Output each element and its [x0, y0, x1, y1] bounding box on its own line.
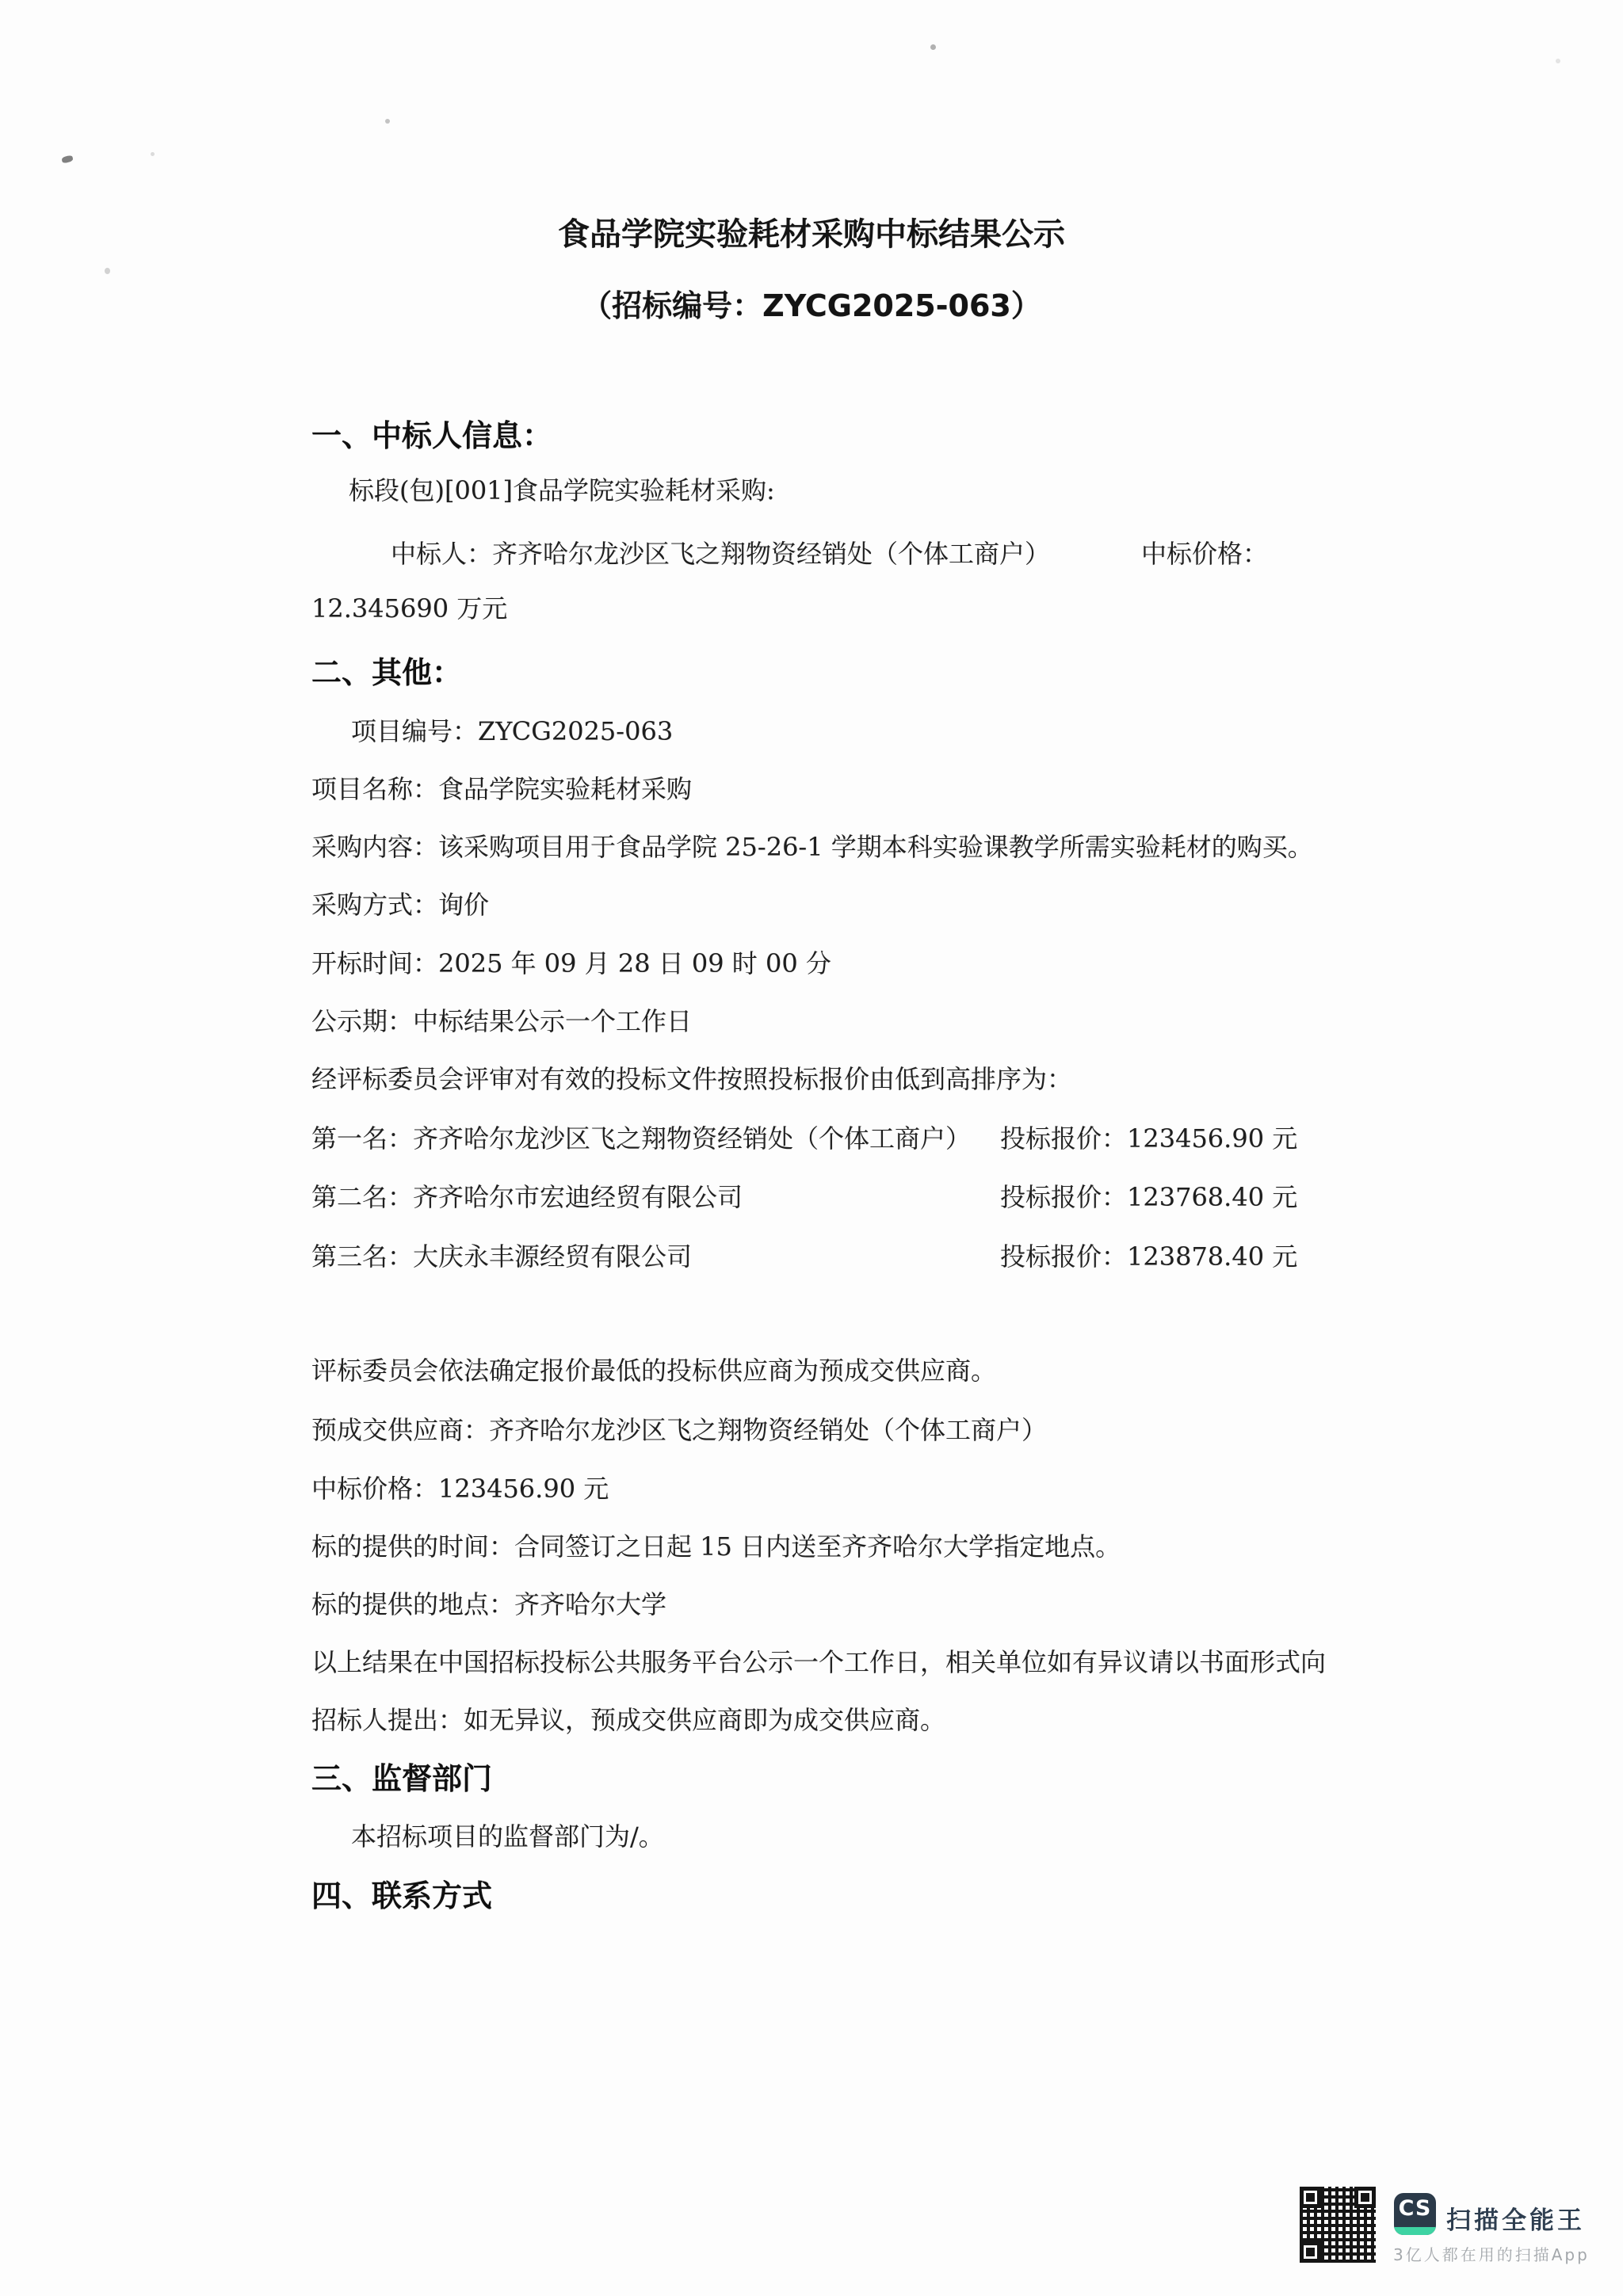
delivery-time-line: 标的提供的时间：合同签订之日起 15 日内送至齐齐哈尔大学指定地点。 — [311, 1531, 1121, 1562]
section2-heading: 二、其他： — [311, 655, 463, 690]
qr-finder-icon — [1354, 2187, 1376, 2208]
notice-line-1: 以上结果在中国招标投标公共服务平台公示一个工作日，相关单位如有异议请以书面形式向 — [311, 1647, 1327, 1677]
scan-speck — [105, 268, 110, 274]
winner-name: 中标人：齐齐哈尔龙沙区飞之翔物资经销处（个体工商户） — [391, 539, 1051, 569]
ranking-row-3 — [0, 1241, 1623, 1272]
scan-speck — [151, 152, 155, 156]
camscanner-logo-icon — [1394, 2193, 1436, 2235]
rank1-price: 投标报价：123456.90 元 — [1000, 1123, 1298, 1154]
scan-speck — [930, 44, 936, 50]
document-title: 食品学院实验耗材采购中标结果公示 — [558, 216, 1065, 253]
delivery-place-line: 标的提供的地点：齐齐哈尔大学 — [311, 1589, 667, 1619]
ranking-intro-line: 经评标委员会评审对有效的投标文件按照投标报价由低到高排序为： — [311, 1064, 1073, 1094]
rank1-bidder: 第一名：齐齐哈尔龙沙区飞之翔物资经销处（个体工商户） — [311, 1123, 972, 1154]
scan-speck — [61, 154, 74, 163]
rank2-bidder: 第二名：齐齐哈尔市宏迪经贸有限公司 — [311, 1182, 743, 1212]
winner-price-value: 12.345690 万元 — [311, 593, 508, 624]
camscanner-logo-letters: CS — [1398, 2196, 1432, 2221]
scan-speck — [1556, 59, 1560, 63]
camscanner-tagline: 3亿人都在用的扫描App — [1393, 2245, 1590, 2264]
qr-finder-icon — [1300, 2187, 1321, 2208]
winner-line — [0, 539, 1623, 569]
bid-opening-time-line: 开标时间：2025 年 09 月 28 日 09 时 00 分 — [311, 948, 831, 978]
pre-winner-line: 预成交供应商：齐齐哈尔龙沙区飞之翔物资经销处（个体工商户） — [311, 1415, 1048, 1445]
ranking-row-1 — [0, 1123, 1623, 1154]
camscanner-logo-accent — [1394, 2227, 1436, 2235]
lot-line: 标段(包)[001]食品学院实验耗材采购: — [349, 475, 775, 505]
award-rule-line: 评标委员会依法确定报价最低的投标供应商为预成交供应商。 — [311, 1356, 997, 1386]
notice-line-2: 招标人提出：如无异议，预成交供应商即为成交供应商。 — [311, 1705, 946, 1735]
supervision-line: 本招标项目的监督部门为/。 — [351, 1821, 664, 1852]
rank3-bidder: 第三名：大庆永丰源经贸有限公司 — [311, 1241, 693, 1272]
document-subtitle: （招标编号：ZYCG2025-063） — [582, 288, 1041, 323]
section1-heading: 一、中标人信息： — [311, 418, 553, 453]
qr-finder-icon — [1300, 2241, 1321, 2263]
rank3-price: 投标报价：123878.40 元 — [1000, 1241, 1298, 1272]
project-number-line: 项目编号：ZYCG2025-063 — [351, 716, 674, 746]
scan-speck — [385, 119, 390, 124]
section4-heading: 四、联系方式 — [311, 1878, 493, 1913]
ranking-row-2 — [0, 1182, 1623, 1212]
camscanner-brand-name: 扫描全能王 — [1446, 2206, 1585, 2235]
procurement-method-line: 采购方式：询价 — [311, 890, 490, 920]
project-name-line: 项目名称：食品学院实验耗材采购 — [311, 774, 693, 804]
qr-code — [1300, 2187, 1376, 2263]
award-price-line: 中标价格：123456.90 元 — [311, 1474, 609, 1504]
publicity-period-line: 公示期：中标结果公示一个工作日 — [311, 1006, 693, 1036]
rank2-price: 投标报价：123768.40 元 — [1000, 1182, 1298, 1212]
winner-price-label: 中标价格： — [1141, 539, 1269, 569]
section3-heading: 三、监督部门 — [311, 1761, 493, 1796]
procurement-content-line: 采购内容：该采购项目用于食品学院 25-26-1 学期本科实验课教学所需实验耗材的购买。 — [311, 832, 1313, 862]
